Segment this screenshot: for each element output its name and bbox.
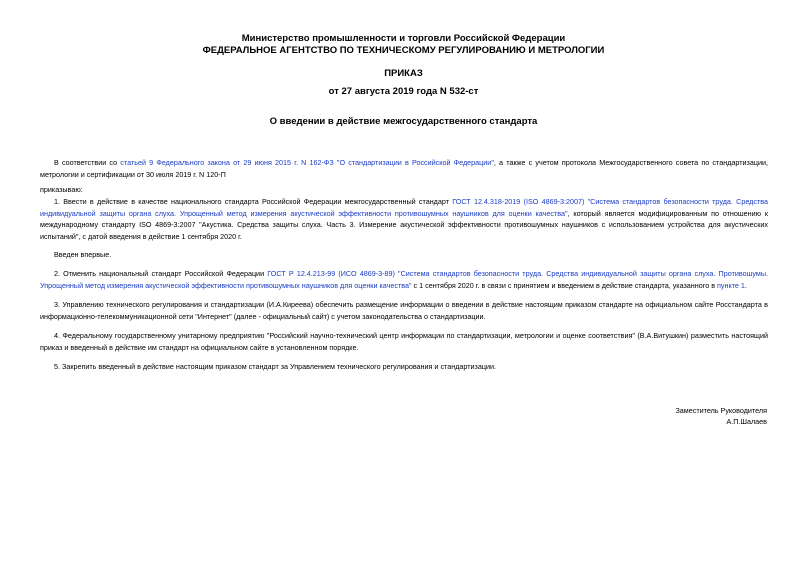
item-1-lead: 1. Ввести в действие в качестве национального стандарта Российской Федерации межгосударственный стандарт (54, 197, 453, 206)
document-date-number: от 27 августа 2019 года N 532-ст (328, 86, 479, 97)
agency-title: ФЕДЕРАЛЬНОЕ АГЕНТСТВО ПО ТЕХНИЧЕСКОМУ РЕГУЛИРОВАНИЮ И МЕТРОЛОГИИ (202, 45, 605, 56)
item-5-paragraph: 5. Закрепить введенный в действие настоящим приказом стандарт за Управлением технического регулирования и стандартизации. (54, 362, 496, 371)
item-1-paragraph (40, 196, 768, 242)
preamble-lead: В соответствии со (54, 158, 121, 167)
document-subject: О введении в действие межгосударственного стандарта (269, 116, 538, 127)
signature-name: А.П.Шалаев (726, 417, 767, 426)
preamble-tail: , а также с учетом протокола Межгосударственного совета по стандартизации, метрологии и сертификации от 30 июля 2019 г. N 120-П (40, 158, 768, 179)
order-word: приказываю: (40, 185, 83, 194)
item-1-tail: , который является модифицированным по отношению к международному стандарту ISO 4869-3:2007 "Акустика. Средства защиты слуха. Часть 3. Измерение акустической эффективности противошумных наушников с использованием устройства для акустических испытаний", с датой введения в действие 1 сентября 2020 г. (40, 208, 768, 241)
gost-r-12-4-213-link[interactable]: ГОСТ Р 12.4.213-99 (ИСО 4869-3-89) "Система стандартов безопасности труда. Средства индивидуальной защиты органа слуха. Противошумы. Упрощенный метод измерения акустической эффективности противошумных наушников для оценки качества" (40, 269, 768, 290)
document-type: ПРИКАЗ (384, 68, 423, 79)
signature-position: Заместитель Руководителя (675, 406, 767, 415)
item-2-paragraph (40, 268, 768, 291)
federal-law-link[interactable]: статьей 9 Федерального закона от 29 июня 2015 г. N 162-ФЗ "О стандартизации в Российской Федерации" (120, 158, 494, 167)
introduced-first-note: Введен впервые. (54, 250, 112, 259)
gost-12-4-318-link[interactable]: ГОСТ 12.4.318-2019 (ISO 4869-3:2007) "Система стандартов безопасности труда. Средства индивидуальной защиты органа слуха. Упрощенный метод измерения акустической эффективности противошумных наушников для оценки качества" (40, 197, 768, 218)
ministry-title: Министерство промышленности и торговли Российской Федерации (241, 33, 566, 44)
item-2-tail: . (744, 280, 747, 290)
item-1-reference-link[interactable]: пункте 1 (717, 280, 745, 290)
preamble-paragraph (40, 157, 768, 180)
item-2-lead: 2. Отменить национальный стандарт Российской Федерации (54, 269, 268, 278)
item-3-paragraph: 3. Управлению технического регулирования и стандартизации (И.А.Киреева) обеспечить размещение информации о введении в действие настоящим приказом стандарте на официальном сайте Росстандарта в информационно-телекоммуникационной сети "Интернет" (далее - официальный сайт) с учетом законодательства о стандартизации. (40, 300, 768, 321)
item-2-mid: с 1 сентября 2020 г. в связи с принятием и введением в действие стандарта, указанного в (411, 280, 718, 290)
item-4-paragraph: 4. Федеральному государственному унитарному предприятию "Российский научно-технический центр информации по стандартизации, метрологии и оценке соответствия" (В.А.Витушкин) разместить настоящий приказ и введенный в действие им стандарт на официальном сайте в установленном порядке. (40, 331, 768, 352)
